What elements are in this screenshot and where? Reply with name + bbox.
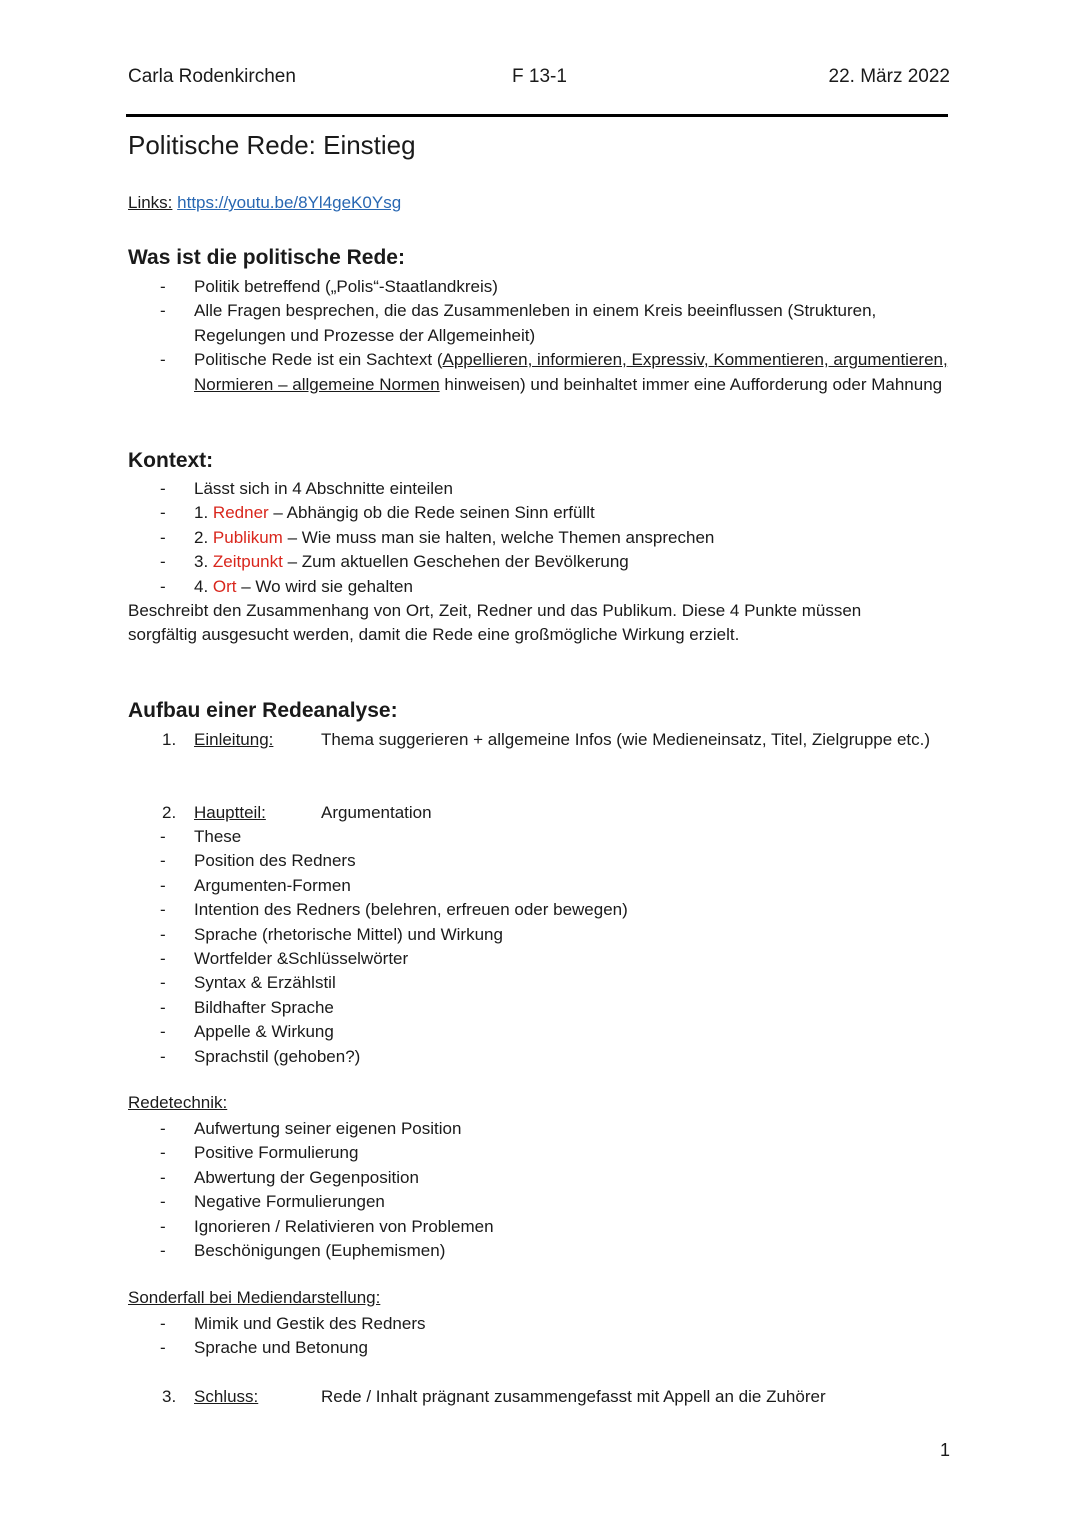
page-number: 1 [939,1440,950,1460]
list-item: - 2. Publikum – Wie muss man sie halten, welche Themen ansprechen [160,527,715,547]
links-label: Links: [128,193,173,212]
list-item: - Argumenten-Formen [160,875,351,895]
header-course: F 13-1 [512,66,567,87]
schluss-item: 3. Schluss: Rede / Inhalt prägnant zusammengefasst mit Appell an die Zuhörer [162,1387,826,1406]
section-heading-politische-rede: Was ist die politische Rede: [128,246,405,269]
list-item: - Intention des Redners (belehren, erfreuen oder bewegen) [160,900,628,920]
list-item: - Politische Rede ist ein Sachtext (Appellieren, informieren, Expressiv, Kommentieren, argumentieren, Normieren – allgemeine Normen hinweisen) und beinhaltet immer eine Aufforderung oder Mahnung [160,350,948,394]
list-item: - Sprache und Betonung [160,1338,368,1358]
list-item: - Sprache (rhetorische Mittel) und Wirkung [160,924,503,944]
list-item: - These [160,827,242,846]
list-item: - Sprachstil (gehoben?) [160,1046,361,1066]
section-heading-aufbau: Aufbau einer Redeanalyse: [128,699,398,722]
kontext-list [128,477,948,599]
list-item: - Ignorieren / Relativieren von Problemen [160,1216,494,1236]
list-item: - Abwertung der Gegenposition [160,1167,419,1187]
list-item: - Negative Formulierungen [160,1192,385,1212]
list-item: - Bildhafter Sprache [160,997,334,1017]
list-item: - Mimik und Gestik des Redners [160,1314,426,1333]
list-item: - 1. Redner – Abhängig ob die Rede seinen Sinn erfüllt [160,503,595,523]
hauptteil-item: 2. Hauptteil: Argumentation [162,803,432,822]
header-date: 22. März 2022 [828,66,950,87]
section-heading-kontext: Kontext: [128,449,214,472]
sonderfall-list [128,1312,948,1361]
list-item: - Politik betreffend („Polis“-Staatlandkreis) [160,277,498,296]
header-rule [126,114,948,117]
list-item: - Wortfelder &Schlüsselwörter [160,949,409,969]
list-item: - Appelle & Wirkung [160,1022,334,1042]
video-link[interactable]: https://youtu.be/8Yl4geK0Ysg [177,193,402,212]
list-item: - Alle Fragen besprechen, die das Zusammenleben in einem Kreis beeinflussen (Strukturen, Regelungen und Prozesse der Allgemeinheit) [160,301,877,345]
list-item: - Beschönigungen (Euphemismen) [160,1241,446,1261]
links-line [128,193,401,213]
list-item: - 4. Ort – Wo wird sie gehalten [160,576,413,596]
page-title: Politische Rede: Einstieg [128,130,416,160]
list-item: - Positive Formulierung [160,1143,359,1163]
kontext-paragraph: Beschreibt den Zusammenhang von Ort, Zeit, Redner und das Publikum. Diese 4 Punkte müssen sorgfältig ausgesucht werden, damit die Rede eine großmögliche Wirkung erzielt. [128,601,862,645]
list-item: - Lässt sich in 4 Abschnitte einteilen [160,479,453,498]
hauptteil-list [128,825,948,1069]
redetechnik-label: Redetechnik: [128,1093,228,1112]
redetechnik-list [128,1117,948,1263]
sonderfall-label: Sonderfall bei Mediendarstellung: [128,1288,381,1307]
section1-list [128,275,948,397]
list-item: - Aufwertung seiner eigenen Position [160,1119,462,1138]
header-author: Carla Rodenkirchen [128,66,296,87]
list-item: - 3. Zeitpunkt – Zum aktuellen Geschehen der Bevölkerung [160,552,629,572]
list-item: - Syntax & Erzählstil [160,973,336,993]
einleitung-item: 1. Einleitung: Thema suggerieren + allgemeine Infos (wie Medieneinsatz, Titel, Zielgruppe etc.) [162,730,931,749]
list-item: - Position des Redners [160,851,356,871]
